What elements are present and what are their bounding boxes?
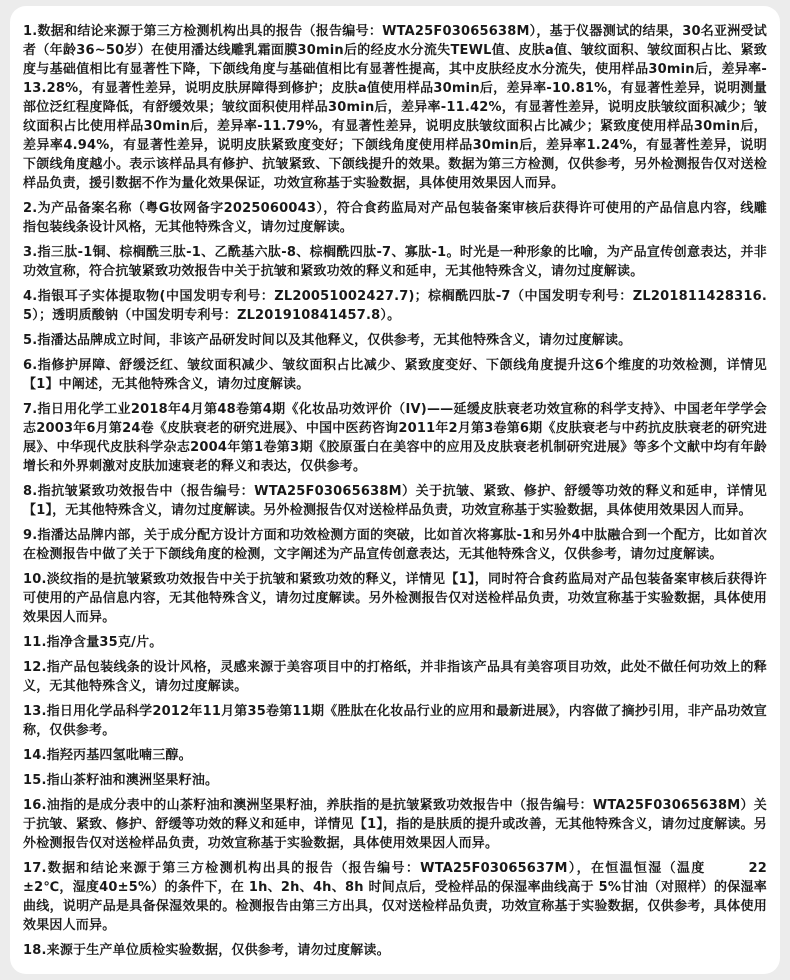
disclaimer-item-14: 14.指羟丙基四氢吡喃三醇。	[23, 748, 192, 763]
disclaimer-item-4: 4.指银耳子实体提取物(中国发明专利号：ZL20051002427.7)；棕榈酰四肽-7（中国发明专利号：ZL201811428316.5）；透明质酸钠（中国发明专利号：ZL201910841457.8）。	[23, 289, 767, 323]
disclaimer-item-6: 6.指修护屏障、舒缓泛红、皱纹面积减少、皱纹面积占比减少、紧致度变好、下颌线角度提升这6个维度的功效检测，详情见【1】中阐述，无其他特殊含义，请勿过度解读。	[23, 358, 767, 392]
disclaimer-item-12: 12.指产品包装线条的设计风格，灵感来源于美容项目中的打格纸，并非指该产品具有美容项目功效，此处不做任何功效上的释义，无其他特殊含义，请勿过度解读。	[23, 660, 767, 694]
disclaimer-item-11: 11.指净含量35克/片。	[23, 635, 163, 650]
disclaimer-item-8: 8.指抗皱紧致功效报告中（报告编号：WTA25F03065638M）关于抗皱、紧致、修护、舒缓等功效的释义和延申，详情见【1】，无其他特殊含义，请勿过度解读。另外检测报告仅对送检样品负责，功效宣称基于实验数据，具体使用效果因人而异。	[23, 484, 767, 518]
disclaimer-item-1: 1.数据和结论来源于第三方检测机构出具的报告（报告编号：WTA25F03065638M），基于仪器测试的结果，30名亚洲受试者（年龄36~50岁）在使用潘达线雕乳霜面膜30min后的经皮水分流失TEWL值、皮肤a值、皱纹面积、皱纹面积占比、紧致度与基础值相比有显著性下降，下颌线角度与基础值相比有显著性提高，其中皮肤经皮水分流失，使用样品30min后，差异率-13.28%，有显著性差异，说明皮肤屏障得到修护；皮肤a值使用样品30min后，差异率-10.81%，有显著性差异，说明测量部位泛红程度降低，有舒缓效果；皱纹面积使用样品30min后，差异率-11.42%，有显著性差异，说明皮肤皱纹面积减少；皱纹面积占比使用样品30min后，差异率-11.79%，有显著性差异，说明皮肤皱纹面积占比减少；紧致度使用样品30min后，差异率4.94%，有显著性差异，说明皮肤紧致度变好；下颌线角度使用样品30min后，差异率1.24%，有显著性差异，说明下颌线角度越小。表示该样品具有修护、抗皱紧致、下颌线提升的效果。数据为第三方检测，仅供参考，另外检测报告仅对送检样品负责，援引数据不作为量化效果保证，功效宣称基于实验数据，具体使用效果因人而异。	[23, 24, 768, 191]
disclaimer-item-10: 10.淡纹指的是抗皱紧致功效报告中关于抗皱和紧致功效的释义，详情见【1】，同时符合食药监局对产品包装备案审核后获得许可使用的产品信息内容，无其他特殊含义，请勿过度解读。另外检测报告仅对送检样品负责，功效宣称基于实验数据，具体使用效果因人而异。	[23, 572, 767, 625]
disclaimer-item-7: 7.指日用化学工业2018年4月第48卷第4期《化妆品功效评价（IV)——延缓皮肤衰老功效宣称的科学支持》、中国老年学学会志2003年6月第24卷《皮肤衰老的研究进展》、中国中医药咨询2011年2月第3卷第6期《皮肤衰老与中药抗皮肤衰老的研究进展》、中华现代皮肤科学杂志2004年第1卷第3期《胶原蛋白在美容中的应用及皮肤衰老机制研究进展》等多个文献中均有年龄增长和外界刺激对皮肤加速衰老的释义和表达，仅供参考。	[23, 402, 767, 474]
disclaimer-item-5: 5.指潘达品牌成立时间，非该产品研发时间以及其他释义，仅供参考，无其他特殊含义，请勿过度解读。	[23, 333, 632, 348]
disclaimer-item-17: 17.数据和结论来源于第三方检测机构出具的报告（报告编号：WTA25F03065637M），在恒温恒湿（温度 22±2℃，湿度40±5%）的条件下，在 1h、2h、4h、8h 时间点后，受检样品的保湿率曲线高于 5%甘油（对照样）的保湿率曲线，说明产品是具备保湿效果的。检测报告由第三方出具，仅对送检样品负责，功效宣称基于实验数据，仅供参考，具体使用效果因人而异。	[23, 861, 767, 933]
disclaimer-item-9: 9.指潘达品牌内部，关于成分配方设计方面和功效检测方面的突破，比如首次将寡肽-1和另外4中肽融合到一个配方，比如首次在检测报告中做了关于下颌线角度的检测，文字阐述为产品宣传创意表达，无其他特殊含义，仅供参考，请勿过度解读。	[23, 528, 767, 562]
disclaimer-item-16: 16.油指的是成分表中的山茶籽油和澳洲坚果籽油，养肤指的是抗皱紧致功效报告中（报告编号：WTA25F03065638M）关于抗皱、紧致、修护、舒缓等功效的释义和延申，详情见【1】，指的是肤质的提升或改善，无其他特殊含义，请勿过度解读。另外检测报告仅对送检样品负责，功效宣称基于实验数据，具体使用效果因人而异。	[23, 798, 767, 851]
disclaimer-item-15: 15.指山茶籽油和澳洲坚果籽油。	[23, 773, 219, 788]
disclaimer-card	[10, 6, 780, 974]
disclaimer-item-3: 3.指三肽-1铜、棕榈酰三肽-1、乙酰基六肽-8、棕榈酰四肽-7、寡肽-1。时光是一种形象的比喻，为产品宣传创意表达，并非功效宣称，符合抗皱紧致功效报告中关于抗皱和紧致功效的释义和延申，无其他特殊含义，请勿过度解读。	[23, 245, 767, 279]
disclaimer-item-2: 2.为产品备案名称（粤G妆网备字2025060043），符合食药监局对产品包装备案审核后获得许可使用的产品信息内容，线雕指包装线条设计风格，无其他特殊含义，请勿过度解读。	[23, 201, 767, 235]
disclaimer-item-18: 18.来源于生产单位质检实验数据，仅供参考，请勿过度解读。	[23, 943, 390, 958]
disclaimer-item-13: 13.指日用化学品科学2012年11月第35卷第11期《胜肽在化妆品行业的应用和最新进展》，内容做了摘抄引用，非产品功效宣称，仅供参考。	[23, 704, 767, 738]
